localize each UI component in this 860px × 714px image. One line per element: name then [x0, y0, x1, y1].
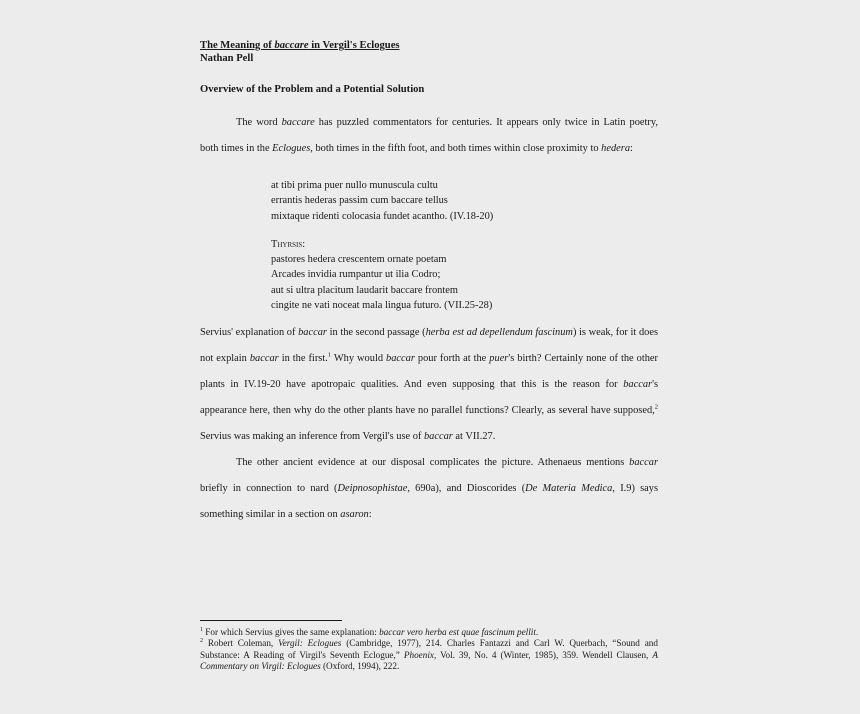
verse-speaker: Thyrsis: — [271, 238, 306, 250]
paragraph-ancient-evidence: The other ancient evidence at our disposal complicates the picture. Athenaeus mentions baccar briefly in connection to nard (Deipnosophistae, 690a), and Dioscorides (De Materia Medica, I.9) says something similar in a section on asaron: — [200, 457, 659, 521]
verse-quote-eclogue-4 — [271, 178, 658, 224]
footnote-2: $^2$ Robert Coleman, Vergil: Eclogues (Cambridge, 1977), 214. Charles Fantazzi and Carl W. Querbach, “Sound and Substance: A Reading of Virgil's Seventh Eclogue,” Phoenix, Vol. 39, No. 4 (Winter, 1985), 359. Wendell Clausen, A Commentary on Virgil: Eclogues (Oxford, 1994), 222. — [200, 638, 658, 672]
verse-line: Arcades invidia rumpantur ut ilia Codro; — [271, 269, 441, 281]
paper-title: The Meaning of baccare in Vergil's Eclogues — [200, 40, 400, 51]
paragraph-servius: Servius' explanation of baccar in the second passage (herba est ad depellendum fascinum) is weak, for it does not explain baccar in the first.$^1$ Why would baccar pour forth at the puer's birth? Certainly none of the other plants in IV.19-20 have apotropaic qualities. And even supposing that this is the reason for baccar's appearance here, then why do the other plants have no parallel functions? Clearly, as several have supposed,$^2$ Servius was making an inference from Vergil's use of baccar at VII.27. — [200, 327, 659, 443]
paper-body — [200, 39, 658, 528]
footnote-ref-2[interactable]: 2 — [654, 403, 658, 411]
section-heading: Overview of the Problem and a Potential Solution — [200, 84, 425, 95]
footnote-divider — [200, 620, 342, 621]
paragraph-intro: The word baccare has puzzled commentators for centuries. It appears only twice in Latin poetry, both times in the Eclogues, both times in the fifth foot, and both times within close proximity to hedera: — [200, 117, 658, 154]
verse-line: aut si ultra placitum laudarit baccare frontem — [271, 284, 458, 296]
verse-line: errantis hederas passim cum baccare tellus — [271, 195, 448, 207]
verse-line: pastores hedera crescentem ornate poetam — [271, 254, 447, 266]
verse-line: cingite ne vati noceat mala lingua futuro. (VII.25-28) — [271, 300, 493, 312]
author-name: Nathan Pell — [200, 53, 254, 64]
verse-quote-eclogue-7 — [271, 237, 658, 313]
footnote-1: $^1$ For which Servius gives the same explanation: baccar vero herba est quae fascinum pellit. — [200, 626, 539, 637]
footnote-ref-1[interactable]: 1 — [327, 351, 332, 359]
footnotes — [200, 620, 658, 673]
verse-line: mixtaque ridenti colocasia fundet acantho. (IV.18-20) — [271, 210, 494, 222]
verse-line: at tibi prima puer nullo munuscula cultu — [271, 180, 438, 191]
